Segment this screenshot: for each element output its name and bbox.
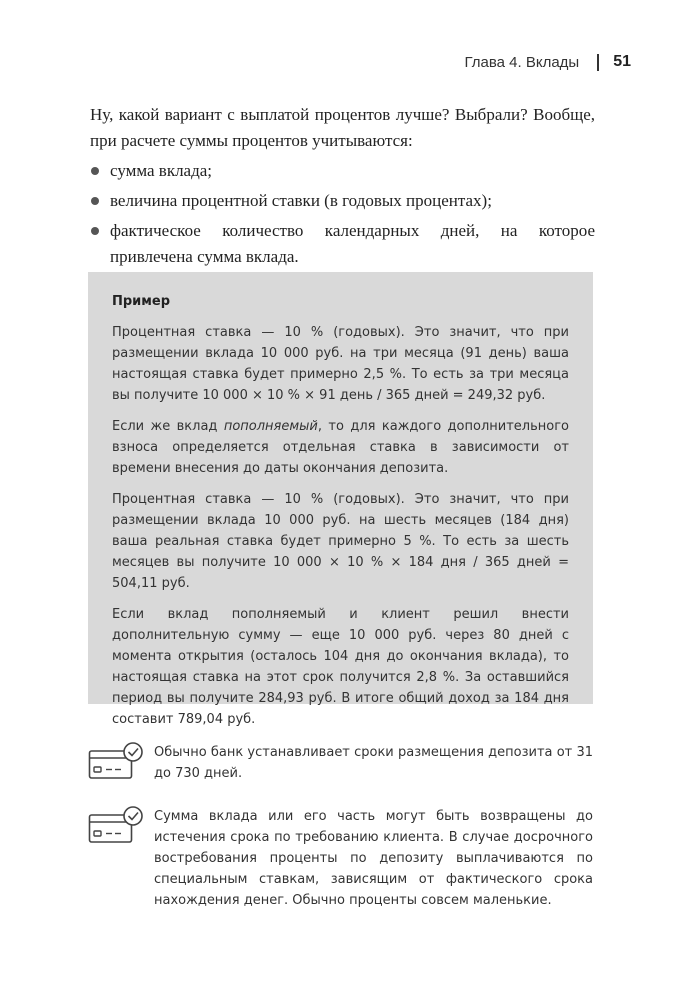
note-early-withdrawal — [88, 806, 593, 911]
intro-section — [90, 102, 595, 274]
card-check-icon — [88, 742, 148, 782]
example-paragraph-4: Если вклад пополняемый и клиент решил внести дополнительную сумму — еще 10 000 руб. через 80 дней с момента открытия (осталось 104 дня до окончания вклада), то настоящая ставка на этот срок получится 2,8 %. За оставшийся период вы получите 284,93 руб. В итоге общий доход за 184 дня составит 789,04 руб. — [112, 607, 569, 727]
intro-paragraph: Ну, какой вариант с выплатой процентов лучше? Выбрали? Вообще, при расчете суммы процентов учитываются: — [90, 105, 595, 150]
note-text: Обычно банк устанавливает сроки размещения депозита от 31 до 730 дней. — [154, 745, 593, 781]
example-paragraph-2-end: , то для каждого дополнительного взноса определяется отдельная ставка в зависимости от времени внесения до даты окончания депозита. — [112, 419, 569, 476]
replenishable-term: пополняемый — [223, 419, 318, 434]
example-paragraph-3: Процентная ставка — 10 % (годовых). Это значит, что при размещении вклада 10 000 руб. на шесть месяцев (184 дня) ваша реальная ставка будет примерно 5 %. То есть за шесть месяцев вы получите 10 000 × 10 % × 184 дня / 365 дней = 504,11 руб. — [112, 492, 569, 591]
example-box — [88, 272, 593, 727]
note-deposit-terms — [88, 742, 593, 784]
example-paragraph-1: Процентная ставка — 10 % (годовых). Это значит, что при размещении вклада 10 000 руб. на три месяца (91 день) ваша настоящая ставка будет примерно 2,5 %. То есть за три месяца вы получите 10 000 × 10 % × 91 день / 365 дней = 249,32 руб. — [112, 325, 569, 403]
interest-factors-list — [90, 158, 595, 270]
list-item: сумма вклада; — [90, 158, 595, 184]
example-title: Пример — [112, 294, 171, 309]
page-number: 51 — [613, 53, 631, 70]
header-divider — [597, 54, 599, 71]
running-header — [464, 50, 631, 74]
chapter-title: Глава 4. Вклады — [464, 53, 580, 71]
card-check-icon — [88, 806, 148, 846]
list-item: величина процентной ставки (в годовых процентах); — [90, 188, 595, 214]
example-paragraph-2 — [112, 416, 569, 479]
note-text: Сумма вклада или его часть могут быть возвращены до истечения срока по требованию клиента. В случае досрочного востребования проценты по депозиту выплачиваются по специальным ставкам, зависящим от фактического срока нахождения денег. Обычно проценты совсем маленькие. — [154, 809, 593, 908]
example-paragraph-2-start: Если же вклад — [112, 419, 224, 434]
list-item: фактическое количество календарных дней, на которое привлечена сумма вклада. — [90, 218, 595, 270]
